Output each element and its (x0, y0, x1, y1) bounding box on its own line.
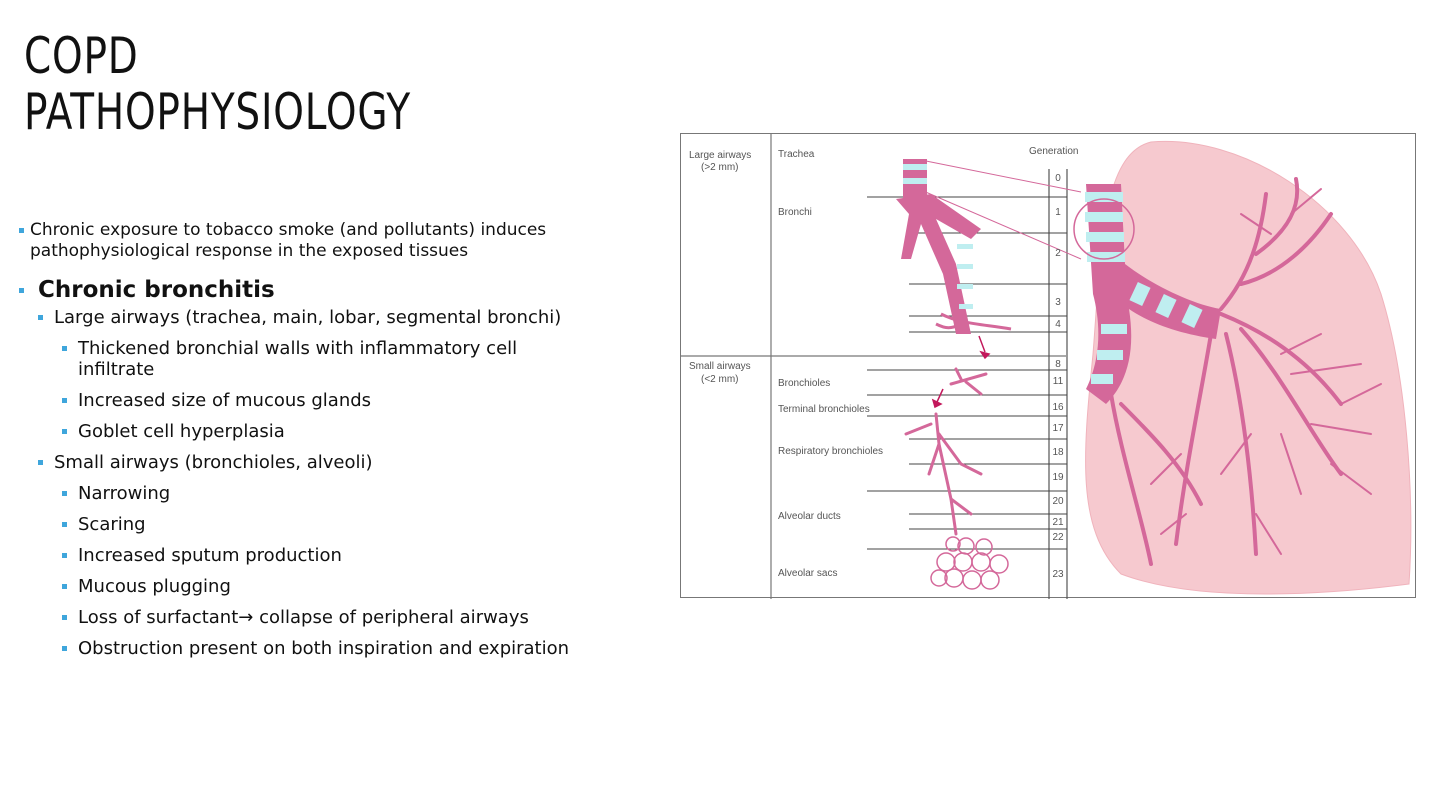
bullet-small-item: Loss of surfactant→ collapse of peripheral airways (14, 607, 574, 628)
bullet-marker-icon (62, 346, 67, 351)
generation-number: 23 (1052, 569, 1064, 580)
slide-title (24, 28, 411, 140)
bullet-marker-icon (38, 460, 43, 465)
generation-number: 2 (1055, 248, 1061, 259)
generation-number: 16 (1052, 402, 1064, 413)
label-trachea: Trachea (778, 149, 815, 160)
bullet-small-item: Narrowing (14, 483, 574, 504)
bullet-marker-icon (62, 522, 67, 527)
bullet-small-airways: Small airways (bronchioles, alveoli) (14, 452, 574, 473)
bullet-small-item: Mucous plugging (14, 576, 574, 597)
bullet-large-item: Increased size of mucous glands (14, 390, 574, 411)
bullet-small-item: Increased sputum production (14, 545, 574, 566)
large-airways-size: (>2 mm) (701, 162, 739, 173)
generation-number: 18 (1052, 447, 1064, 458)
label-bronchi: Bronchi (778, 207, 812, 218)
bullet-marker-icon (62, 398, 67, 403)
bullet-marker-icon (62, 553, 67, 558)
generation-number: 8 (1055, 359, 1061, 370)
bullet-list (14, 220, 574, 669)
generation-number: 11 (1052, 376, 1064, 387)
bullet-marker-icon (62, 615, 67, 620)
bullet-intro: Chronic exposure to tobacco smoke (and pollutants) induces pathophysiological response in the exposed tissues (14, 220, 574, 262)
generation-number: 17 (1052, 423, 1064, 434)
small-airways-size: (<2 mm) (701, 374, 739, 385)
bullet-small-item: Scaring (14, 514, 574, 535)
airway-illustration (681, 134, 1417, 599)
generation-number: 19 (1052, 472, 1064, 483)
airway-generation-figure (680, 133, 1416, 598)
large-airways-label: Large airways (689, 150, 752, 161)
bullet-heading: Chronic bronchitis (14, 276, 574, 304)
title-line-1: COPD (24, 27, 139, 85)
label-terminal-bronchioles: Terminal bronchioles (778, 404, 870, 415)
generation-number: 4 (1055, 319, 1061, 330)
generation-header: Generation (1029, 146, 1079, 157)
small-airways-label: Small airways (689, 361, 751, 372)
generation-number: 1 (1055, 207, 1061, 218)
bullet-large-airways: Large airways (trachea, main, lobar, segmental bronchi) (14, 307, 574, 328)
label-alveolar-sacs: Alveolar sacs (778, 568, 838, 579)
bullet-marker-icon (62, 491, 67, 496)
bullet-marker-icon (62, 429, 67, 434)
label-respiratory-bronchioles: Respiratory bronchioles (778, 446, 884, 457)
bullet-marker-icon (19, 288, 24, 293)
generation-number: 0 (1055, 173, 1061, 184)
generation-number: 21 (1052, 517, 1064, 528)
bullet-marker-icon (19, 228, 24, 233)
bullet-large-item: Goblet cell hyperplasia (14, 421, 574, 442)
generation-number: 22 (1052, 532, 1064, 543)
generation-number: 20 (1052, 496, 1064, 507)
bullet-marker-icon (38, 315, 43, 320)
title-line-2: PATHOPHYSIOLOGY (24, 83, 411, 141)
generation-number: 3 (1055, 297, 1061, 308)
bullet-large-item: Thickened bronchial walls with inflammatory cell infiltrate (14, 338, 574, 380)
bullet-marker-icon (62, 584, 67, 589)
bullet-small-item: Obstruction present on both inspiration and expiration (14, 638, 574, 659)
label-alveolar-ducts: Alveolar ducts (778, 511, 841, 522)
label-bronchioles: Bronchioles (778, 378, 831, 389)
bullet-marker-icon (62, 646, 67, 651)
